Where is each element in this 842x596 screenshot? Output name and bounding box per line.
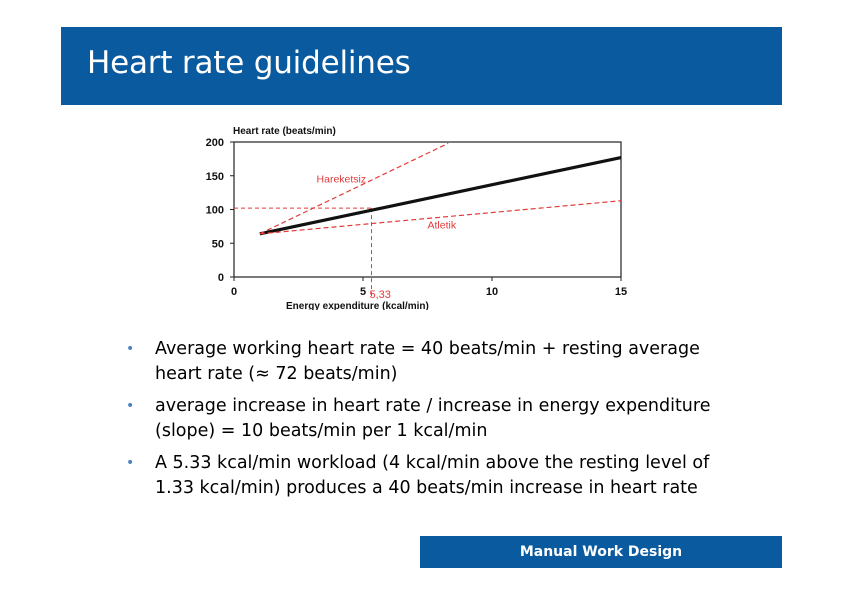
series-label: Hareketsiz xyxy=(316,173,367,186)
reference-value-label: 5,33 xyxy=(369,289,391,301)
bullet-list xyxy=(126,337,746,508)
bullet-text: Average working heart rate = 40 beats/min + resting average heart rate (≈ 72 beats/min) xyxy=(155,339,700,384)
bullet-item xyxy=(126,337,746,387)
bullet-item xyxy=(126,451,746,501)
x-axis-label: Energy expenditure (kcal/min) xyxy=(286,301,429,310)
footer-label: Manual Work Design xyxy=(519,544,683,560)
series-line xyxy=(260,143,448,233)
x-tick-label: 15 xyxy=(614,286,628,298)
y-tick-label: 0 xyxy=(217,272,224,284)
heart-rate-chart xyxy=(196,118,636,310)
x-tick-label: 0 xyxy=(230,286,238,298)
title-bar xyxy=(61,27,782,105)
x-tick-label: 5 xyxy=(359,286,367,298)
footer-bar xyxy=(420,536,782,568)
bullet-icon: • xyxy=(126,341,135,357)
bullet-icon: • xyxy=(126,398,135,414)
y-tick-label: 50 xyxy=(211,238,224,251)
bullet-text: average increase in heart rate / increase in energy expenditure (slope) = 10 beats/min per 1 kcal/min xyxy=(155,396,711,441)
bullet-item xyxy=(126,394,746,444)
plot-frame xyxy=(234,142,621,277)
bullet-text: A 5.33 kcal/min workload (4 kcal/min above the resting level of 1.33 kcal/min) produces a 40 beats/min increase in heart rate xyxy=(155,453,710,498)
slide-title: Heart rate guidelines xyxy=(87,45,411,81)
y-tick-label: 100 xyxy=(205,204,224,217)
y-tick-label: 150 xyxy=(205,170,224,183)
bullet-icon: • xyxy=(126,455,135,471)
x-tick-label: 10 xyxy=(485,286,499,298)
y-axis-label: Heart rate (beats/min) xyxy=(233,126,336,137)
y-tick-label: 200 xyxy=(205,137,224,149)
series-label: Atletik xyxy=(427,219,457,232)
